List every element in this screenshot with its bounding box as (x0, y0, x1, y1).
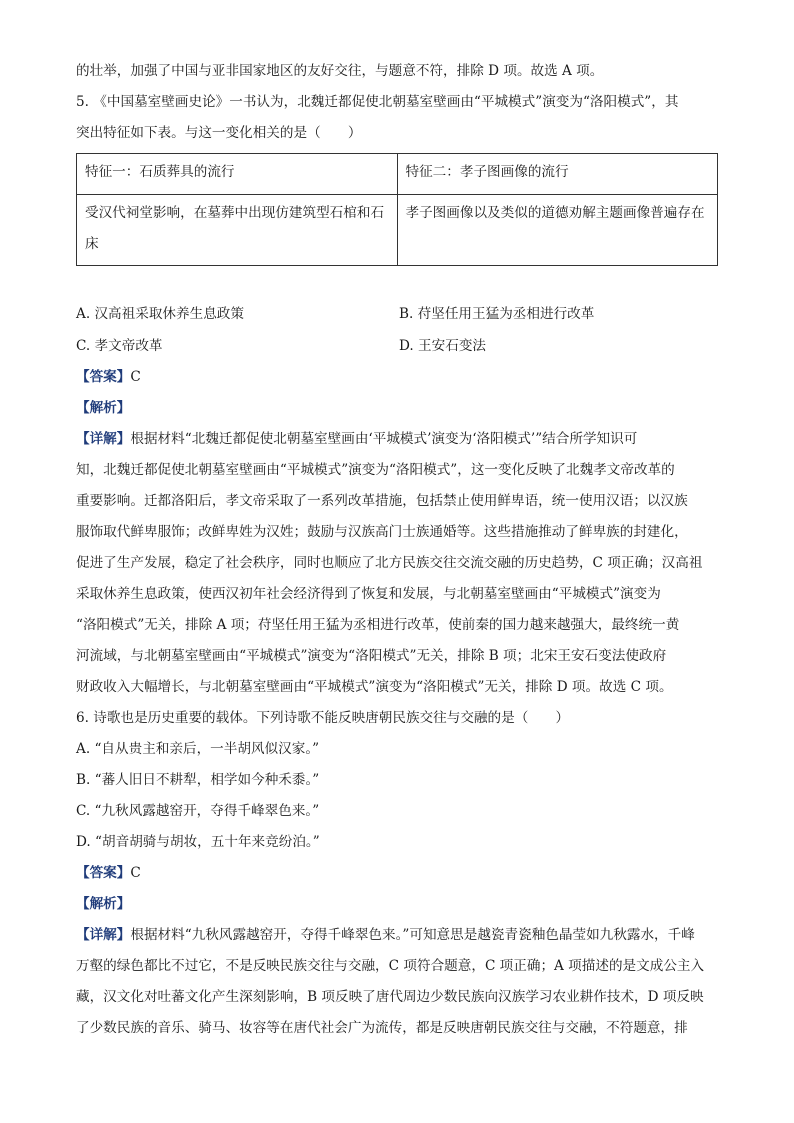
q6-option-c: C. “九秋风露越窑开，夺得千峰翠色来。” (76, 803, 320, 819)
q5-detail-line: 河流域，与北朝墓室壁画由“平城模式”演变为“洛阳模式”无关，排除 B 项；北宋王安石变法使政府 (76, 648, 667, 664)
table-cell-feature-2: 特征二：孝子图画像的流行 (397, 154, 718, 195)
q6-option-b: B. “蕃人旧日不耕犁，相学如今种禾黍。” (76, 772, 320, 788)
q5-options (76, 298, 718, 362)
table-cell-filial-piety: 孝子图画像以及类似的道德劝解主题画像普遍存在 (397, 195, 718, 266)
q6-analysis (76, 889, 718, 920)
q5-answer (76, 362, 718, 393)
q5-detail-line: 促进了生产发展，稳定了社会秩序，同时也顺应了北方民族交往交流交融的历史趋势，C 项正确；汉高祖 (76, 555, 703, 571)
q5-option-c: C. 孝文帝改革 (76, 338, 163, 354)
q6-option-a: A. “自从贵主和亲后，一半胡风似汉家。” (76, 741, 320, 757)
q5-detail-line: 财政收入大幅增长，与北朝墓室壁画由“平城模式”演变为“洛阳模式”无关，排除 D 项。故选 C 项。 (76, 679, 673, 695)
lead-line: 的壮举，加强了中国与亚非国家地区的友好交往，与题意不符，排除 D 项。故选 A 项。 (76, 63, 604, 79)
detail-label: 【详解】 (76, 927, 131, 943)
table-row (77, 195, 718, 266)
document-page (76, 56, 718, 1044)
q5-detail-line: 重要影响。迁都洛阳后，孝文帝采取了一系列改革措施，包括禁止使用鲜卑语，统一使用汉语；以汉族 (76, 493, 688, 509)
q5-stem-line-1: 5. 《中国墓室壁画史论》一书认为，北魏迁都促使北朝墓室壁画由“平城模式”演变为“洛阳模式”，其 (76, 94, 679, 110)
q6-detail-line: 藏，汉文化对吐蕃文化产生深刻影响，B 项反映了唐代周边少数民族向汉族学习农业耕作技术，D 项反映 (76, 989, 704, 1005)
q5-option-d: D. 王安石变法 (399, 338, 487, 354)
q6-answer (76, 858, 718, 889)
q5-detail-line: 知，北魏迁都促使北朝墓室壁画由“平城模式”演变为“洛阳模式”，这一变化反映了北魏孝文帝改革的 (76, 462, 675, 478)
q5-option-a: A. 汉高祖采取休养生息政策 (76, 306, 244, 322)
answer-value: C (130, 369, 141, 385)
analysis-label: 【解析】 (76, 400, 131, 416)
table-cell-stone-coffin: 受汉代祠堂影响，在墓葬中出现仿建筑型石棺和石床 (77, 195, 398, 266)
detail-label: 【详解】 (76, 431, 131, 447)
q6-stem: 6. 诗歌也是历史重要的载体。下列诗歌不能反映唐朝民族交往与交融的是（ ） (76, 710, 570, 726)
q5-stem-line-2: 突出特征如下表。与这一变化相关的是（ ） (76, 125, 362, 141)
q5-analysis (76, 393, 718, 424)
table-cell-feature-1: 特征一：石质葬具的流行 (77, 154, 398, 195)
q5-feature-table (76, 153, 718, 266)
analysis-label: 【解析】 (76, 896, 131, 912)
answer-label: 【答案】 (76, 865, 131, 881)
q5-detail-line: 服饰取代鲜卑服饰；改鲜卑姓为汉姓；鼓励与汉族高门士族通婚等。这些措施推动了鲜卑族的封建化， (76, 524, 688, 540)
q6-detail-line: 了少数民族的音乐、骑马、妆容等在唐代社会广为流传，都是反映唐朝民族交往与交融，不符题意，排 (76, 1020, 688, 1036)
answer-value: C (130, 865, 141, 881)
q5-detail-line: 采取休养生息政策，使西汉初年社会经济得到了恢复和发展，与北朝墓室壁画由“平城模式”演变为 (76, 586, 661, 602)
q6-option-d: D. “胡音胡骑与胡妆，五十年来竞纷泊。” (76, 834, 320, 850)
q5-detail-line: “洛阳模式”无关，排除 A 项；苻坚任用王猛为丞相进行改革，使前秦的国力越来越强大，最终统一黄 (76, 617, 680, 633)
answer-label: 【答案】 (76, 369, 131, 385)
q5-detail-line: 【详解】根据材料“北魏迁都促使北朝墓室壁画由‘平城模式’演变为‘洛阳模式’”结合所学知识可 (76, 431, 638, 447)
q5-option-b: B. 苻坚任用王猛为丞相进行改革 (399, 306, 595, 322)
q6-detail-line: 【详解】根据材料“九秋风露越窑开，夺得千峰翠色来。”可知意思是越瓷青瓷釉色晶莹如九秋露水，千峰 (76, 927, 695, 943)
table-header-row (77, 154, 718, 195)
q6-detail-line: 万壑的绿色都比不过它，不是反映民族交往与交融，C 项符合题意，C 项正确；A 项描述的是文成公主入 (76, 958, 705, 974)
